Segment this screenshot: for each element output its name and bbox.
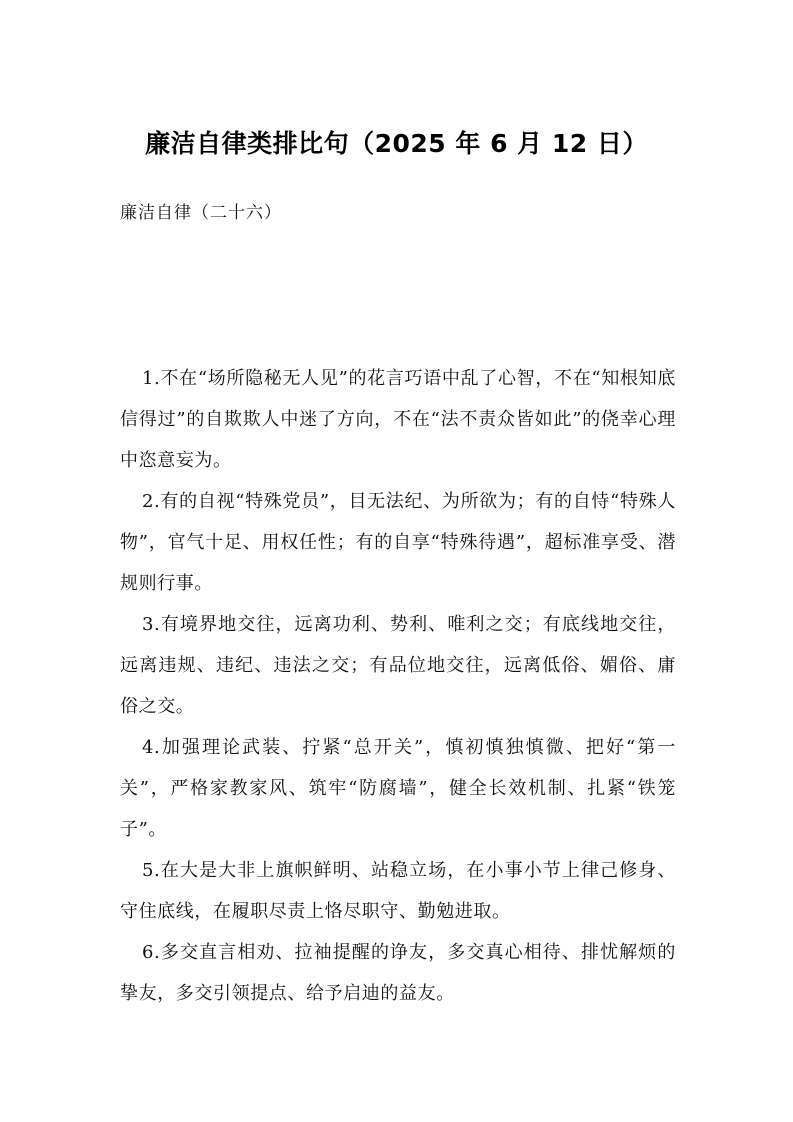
list-item: 4.加强理论武装、拧紧“总开关”，慎初慎独慎微、把好“第一关”，严格家教家风、筑牢“防腐墙”，健全长效机制、扎紧“铁笼子”。	[120, 737, 676, 840]
document-title: 廉洁自律类排比句（2025 年 6 月 12 日）	[145, 129, 648, 158]
list-item: 1.不在“场所隐秘无人见”的花言巧语中乱了心智，不在“知根知底信得过”的自欺欺人中迷了方向，不在“法不责众皆如此”的侥幸心理中恣意妄为。	[120, 368, 677, 471]
list-item: 2.有的自视“特殊党员”，目无法纪、为所欲为；有的自恃“特殊人物”，官气十足、用权任性；有的自享“特殊待遇”，超标准享受、潜规则行事。	[120, 491, 676, 594]
list-item: 6.多交直言相劝、拉袖提醒的诤友，多交真心相待、排忧解烦的挚友，多交引领提点、给予启迪的益友。	[120, 942, 676, 1004]
section-subtitle: 廉洁自律（二十六）	[120, 203, 282, 223]
sentence-list	[120, 358, 676, 1014]
list-item: 5.在大是大非上旗帜鲜明、站稳立场，在小事小节上律己修身、守住底线，在履职尽责上恪尽职守、勤勉进取。	[120, 860, 676, 922]
list-item: 3.有境界地交往，远离功利、势利、唯利之交；有底线地交往，远离违规、违纪、违法之交；有品位地交往，远离低俗、媚俗、庸俗之交。	[120, 614, 676, 717]
